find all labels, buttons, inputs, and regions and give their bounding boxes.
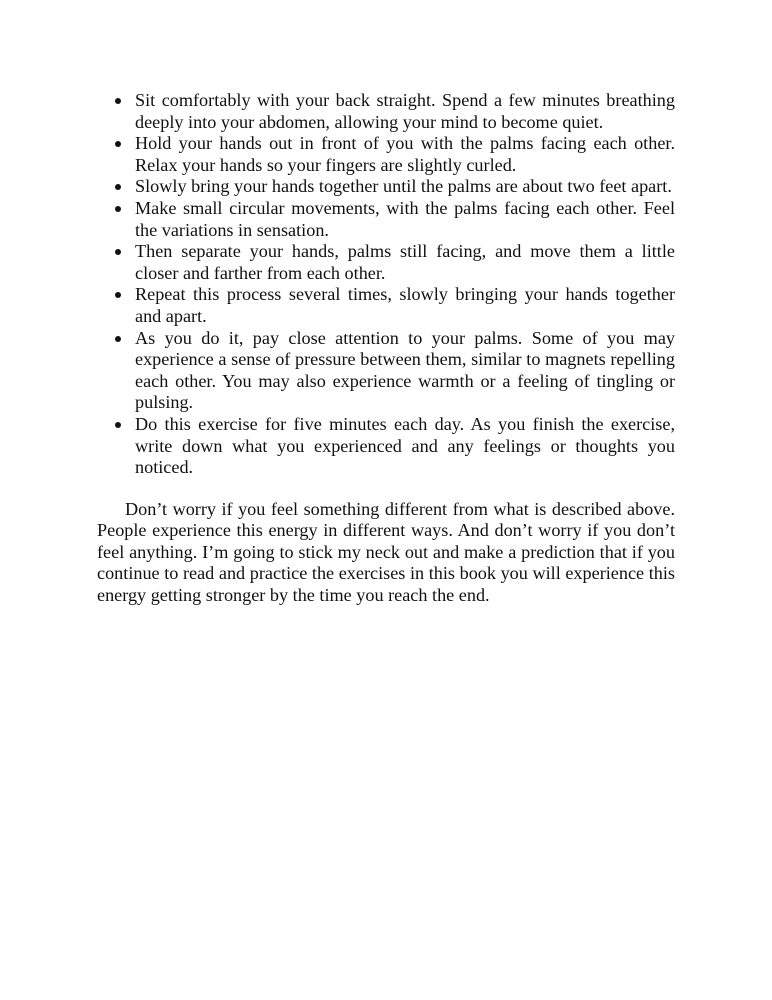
list-item-text: Then separate your hands, palms still facing, and move them a little closer and farther from each other. (135, 241, 675, 283)
list-item-text: Sit comfortably with your back straight. Spend a few minutes breathing deeply into your abdomen, allowing your mind to become quiet. (135, 90, 675, 132)
list-item (97, 284, 675, 327)
bullet-icon (115, 336, 121, 342)
bullet-icon (115, 206, 121, 212)
list-item (97, 241, 675, 284)
list-item (97, 198, 675, 241)
list-item-text: Make small circular movements, with the palms facing each other. Feel the variations in sensation. (135, 197, 675, 240)
list-item-text: As you do it, pay close attention to your palms. Some of you may experience a sense of pressure between them, similar to magnets repelling each other. You may also experience warmth or a feeling of tingling or pulsing. (135, 327, 675, 413)
bullet-icon (115, 184, 121, 190)
bullet-icon (115, 249, 121, 255)
list-item (97, 90, 675, 133)
list-item-text: Slowly bring your hands together until the palms are about two feet apart. (135, 176, 672, 197)
list-item-text: Hold your hands out in front of you with the palms facing each other. Relax your hands so your fingers are slightly curled. (135, 133, 675, 175)
list-item-text: Do this exercise for five minutes each day. As you finish the exercise, write down what you experienced and any feelings or thoughts you noticed. (135, 413, 675, 478)
bullet-icon (115, 141, 121, 147)
list-item-text: Repeat this process several times, slowly bringing your hands together and apart. (135, 284, 675, 326)
list-item (97, 133, 675, 176)
list-item (97, 328, 675, 414)
list-item (97, 414, 675, 479)
bullet-icon (115, 98, 121, 104)
bullet-icon (115, 422, 121, 428)
exercise-steps-list (97, 90, 675, 479)
document-page (97, 90, 675, 607)
list-item (97, 176, 675, 198)
body-paragraph: Don’t worry if you feel something different from what is described above. People experience this energy in different ways. And don’t worry if you don’t feel anything. I’m going to stick my neck out and make a prediction that if you continue to read and practice the exercises in this book you will experience this energy getting stronger by the time you reach the end. (97, 498, 675, 606)
bullet-icon (115, 292, 121, 298)
